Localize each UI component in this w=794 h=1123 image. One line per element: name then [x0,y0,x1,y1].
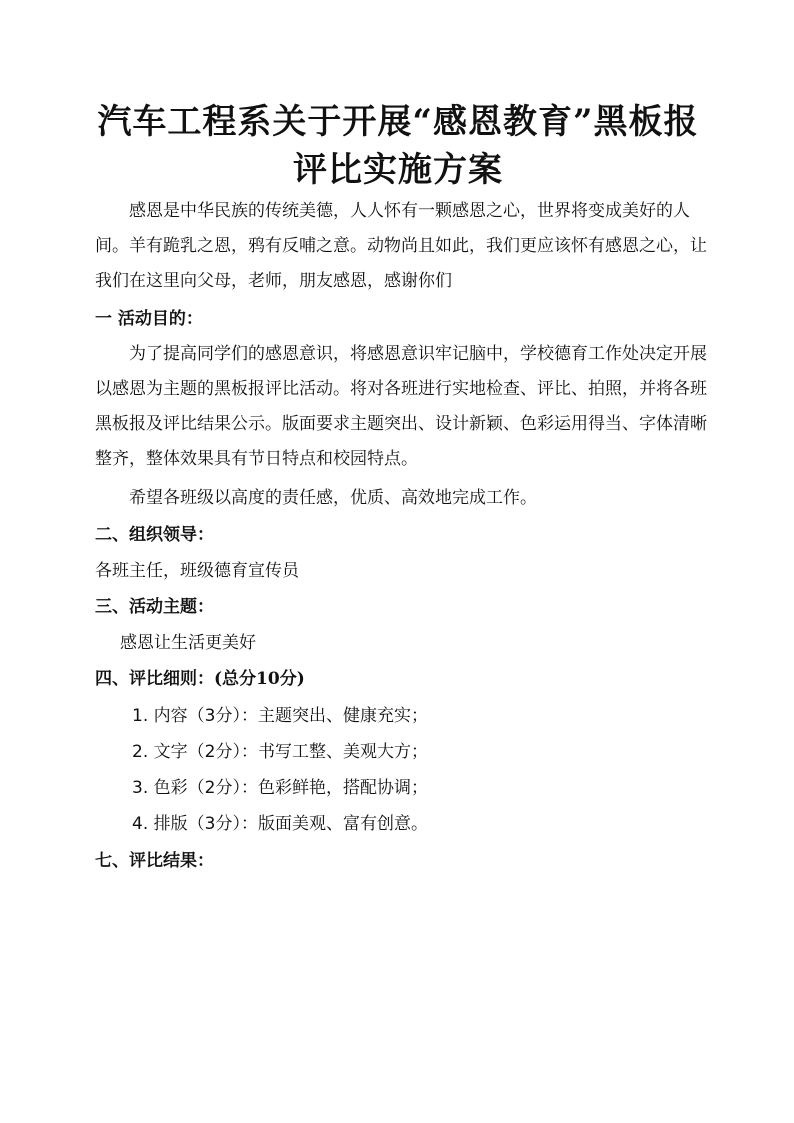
section-heading-organization: 二、组织领导： [95,525,214,545]
section-heading-purpose: 一 活动目的： [95,309,203,329]
rule-item: 4. 排版（3分）：版面美观、富有创意。 [132,814,428,834]
purpose-paragraph: 为了提高同学们的感恩意识，将感恩意识牢记脑中，学校德育工作处决定开展以感恩为主题的黑板报评比活动。将对各班进行实地检查、评比、拍照，并将各班黑板报及评比结果公示。版面要求主题突出、设计新颖、色彩运用得当、字体清晰整齐，整体效果具有节日特点和校园特点。 [95,344,707,469]
section-heading-results: 七、评比结果： [95,851,214,871]
rule-item: 3. 色彩（2分）：色彩鲜艳，搭配协调； [132,778,428,798]
section-heading-rules: 四、评比细则：(总分10分) [95,669,305,689]
rule-item: 1. 内容（3分）：主题突出、健康充实； [132,706,428,726]
document-title: 汽车工程系关于开展“感恩教育”黑板报评比实施方案 [97,102,699,190]
section-heading-theme: 三、活动主题： [95,597,214,617]
purpose-paragraph-2: 希望各班级以高度的责任感，优质、高效地完成工作。 [129,488,537,508]
organization-text: 各班主任，班级德育宣传员 [95,561,299,581]
intro-paragraph: 感恩是中华民族的传统美德，人人怀有一颗感恩之心，世界将变成美好的人间。羊有跪乳之恩，鸦有反哺之意。动物尚且如此，我们更应该怀有感恩之心，让我们在这里向父母，老师，朋友感恩，感谢你们 [95,201,707,291]
theme-text: 感恩让生活更美好 [120,633,256,653]
rule-item: 2. 文字（2分）：书写工整、美观大方； [132,742,428,762]
